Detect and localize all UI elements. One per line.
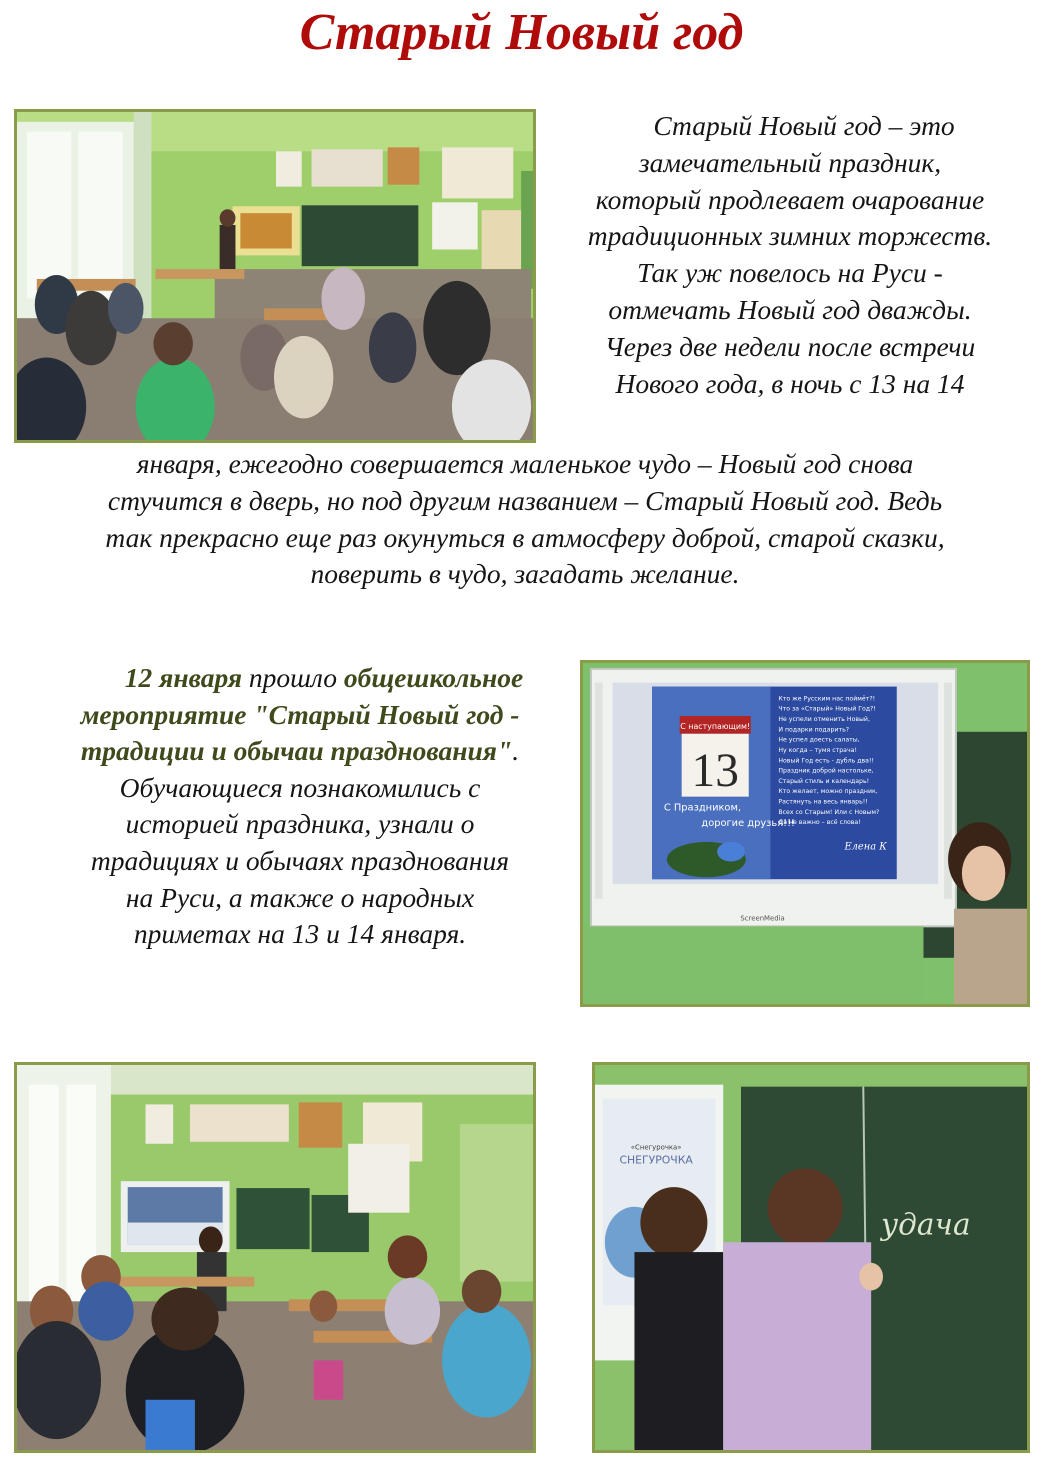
slide-poem-line: И подарки подарить?: [778, 726, 850, 734]
event-highlight: традиции и обычаи празднования": [80, 735, 513, 767]
event-line: историей праздника, узнали о: [125, 808, 475, 840]
event-line: приметах на 13 и 14 января.: [133, 918, 467, 950]
slide-title-2: СНЕГУРОЧКА: [619, 1153, 693, 1167]
intro-line: Старый Новый год – это: [653, 110, 955, 141]
greeting-line-2: дорогие друзья!!!: [701, 818, 795, 830]
intro-line: который продлевает очарование: [595, 183, 985, 215]
slide-poem-line: Да не важно – всё слова!: [778, 819, 861, 827]
chalk-text: удача: [881, 1207, 971, 1242]
event-date: 12 января: [124, 662, 242, 693]
board-brand: ScreenMedia: [740, 914, 785, 923]
intro-line: Нового года, в ночь с 13 на 14: [615, 367, 965, 399]
intro-line: января, ежегодно совершается маленькое чудо – Новый год снова: [136, 448, 914, 479]
intro-line: стучится в дверь, но под другим названием – Старый Новый год. Ведь: [107, 484, 943, 516]
slide-signature: Елена К: [844, 841, 887, 853]
intro-line: замечательный праздник,: [638, 146, 942, 178]
event-paragraph: [20, 660, 580, 953]
event-line: традициях и обычаях празднования: [90, 844, 510, 876]
intro-paragraph-continued: [20, 446, 1030, 593]
slide-poem-line: Старый стиль и календарь!: [778, 777, 870, 785]
slide-poem-line: Всех со Старым! Или с Новым?: [778, 808, 880, 816]
calendar-day: 13: [691, 744, 739, 797]
event-highlight: общешкольное: [343, 662, 524, 693]
event-text: прошло: [242, 662, 344, 693]
intro-line: отмечать Новый год дважды.: [608, 293, 972, 325]
greeting-line-1: С Праздником,: [663, 802, 742, 814]
event-line: Обучающиеся познакомились с: [119, 771, 481, 803]
intro-line: традиционных зимних торжеств.: [587, 220, 993, 252]
slide-banner-text: С наступающим!: [680, 721, 751, 731]
photo-board-slide: [580, 660, 1030, 1007]
slide-poem-line: Праздник доброй настольке,: [778, 767, 874, 775]
intro-line: поверить в чудо, загадать желание.: [310, 558, 740, 590]
intro-paragraph: [540, 108, 1040, 402]
event-highlight: мероприятие "Старый Новый год -: [80, 698, 520, 730]
intro-line: Так уж повелось на Руси -: [637, 257, 943, 289]
slide-poem-line: Новый Год есть - дубль два!!: [778, 757, 874, 765]
slide-poem-line: Ну когда – тумя страча!: [778, 746, 857, 754]
event-text: .: [512, 735, 520, 767]
slide-poem-line: Что за «Старый» Новый Год?!: [778, 705, 876, 713]
photo-classroom-lesson: [14, 109, 536, 443]
slide-poem-line: Кто желает, можно праздник,: [778, 788, 878, 796]
slide-poem-line: Кто же Русским нас поймёт?!: [778, 695, 876, 703]
event-line: на Руси, а также о народных: [125, 881, 475, 913]
photo-chalkboard: [592, 1062, 1030, 1453]
intro-line: так прекрасно еще раз окунуться в атмосферу доброй, старой сказки,: [105, 521, 945, 553]
slide-poem-line: Растянуть на весь январь!!: [778, 798, 868, 806]
page-title: Старый Новый год: [299, 4, 744, 61]
photo-classroom-event: [14, 1062, 536, 1453]
slide-title-1: «Снегурочка»: [630, 1143, 682, 1152]
intro-line: Через две недели после встречи: [604, 330, 976, 362]
slide-poem-line: Не успели отменить Новый,: [778, 715, 870, 723]
slide-poem-line: Не успел доесть салаты,: [778, 736, 860, 744]
